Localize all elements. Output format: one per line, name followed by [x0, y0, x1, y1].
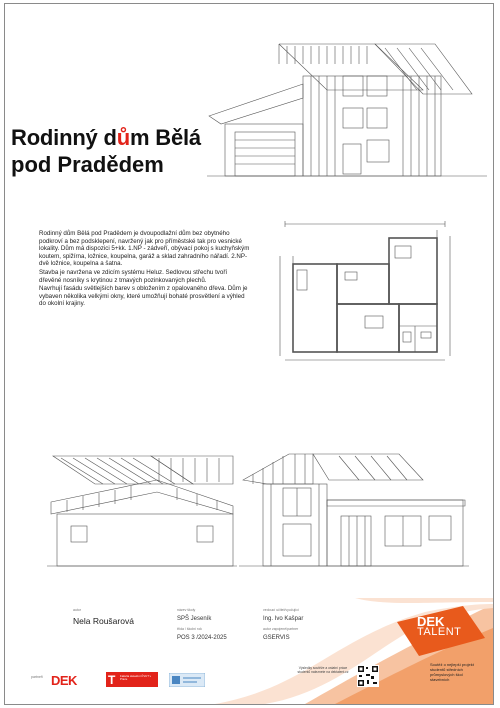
faculty-logo	[106, 672, 158, 687]
title-part-b: m Bělá	[130, 125, 201, 150]
description-paragraph: Stavba je navržena ve zdicím systému Heluz. Sedlovou střechu tvoří dřevěné nosníky s krytinou z tmavých pozinkovaných plechů.	[39, 268, 228, 284]
school-label: název školy	[177, 608, 196, 612]
rear-elevation-drawing	[239, 444, 469, 574]
partner-blue-logo	[169, 673, 205, 687]
poster-sheet	[4, 3, 494, 705]
title-highlight: ů	[116, 125, 130, 150]
author-name: Nela Roušarová	[73, 616, 134, 626]
school-name: SPŠ Jeseník	[177, 616, 212, 622]
partner-label: autor zapojené/partner	[263, 627, 299, 631]
faculty-logo-letter: T	[108, 673, 116, 687]
description-paragraph: Rodinný dům Bělá pod Pradědem je dvoupodlažní dům bez obytného podkroví a bez podsklepení, navržený jak pro příměstské tak pro vesnické lokality. Dům má dispozici 5+kk. 1.NP - zádveří, obývací pokoj s kuchyňským koutem, spižírna, ložnice, koupelna, garáž a sklad zahradního nářadí. 2.NP- dvě ložnice, koupelna a šatna.	[39, 230, 250, 268]
dek-talent-logo-top: DEK	[417, 614, 445, 629]
teacher-label: vedoucí učitel/vyučující	[263, 608, 299, 612]
floor-plan-drawing	[275, 216, 455, 366]
class-label: třída / školní rok	[177, 627, 202, 631]
qr-code-icon[interactable]	[357, 665, 379, 687]
dek-logo: DEK	[51, 673, 77, 688]
dek-talent-logo-bottom: TALENT	[417, 626, 462, 638]
title-part-a: Rodinný d	[11, 125, 117, 150]
side-elevation-drawing	[47, 444, 237, 574]
teacher-name: Ing. Ivo Kašpar	[263, 616, 304, 622]
author-label: autor	[73, 608, 81, 612]
competition-note: Soutěž o nejlepší projekt studentů středních průmyslových škol stavebních	[430, 662, 474, 682]
description-paragraph: Navrhují fasádu světlejších barev s obložením z opalovaného dřeva. Dům je vybaven několika velkými okny, které umožňují bohaté prosvětlení a výhled do okolní krajiny.	[39, 285, 248, 308]
project-description	[39, 230, 251, 309]
page-title-line2: pod Pradědem	[11, 152, 164, 177]
dek-talent-logo	[417, 616, 461, 638]
qr-note: Výsledky soutěže a ostatní práce studentů naleznete na dektalent.cz	[297, 666, 349, 675]
front-elevation-drawing	[207, 34, 487, 194]
class-year: POS 3 /2024-2025	[177, 635, 227, 641]
faculty-logo-text: Fakulta stavební ČVUT v Praze	[120, 674, 152, 682]
partners-label: partneři	[31, 675, 43, 679]
partner-name: GSERVIS	[263, 635, 290, 641]
page-title-line1	[11, 125, 201, 151]
